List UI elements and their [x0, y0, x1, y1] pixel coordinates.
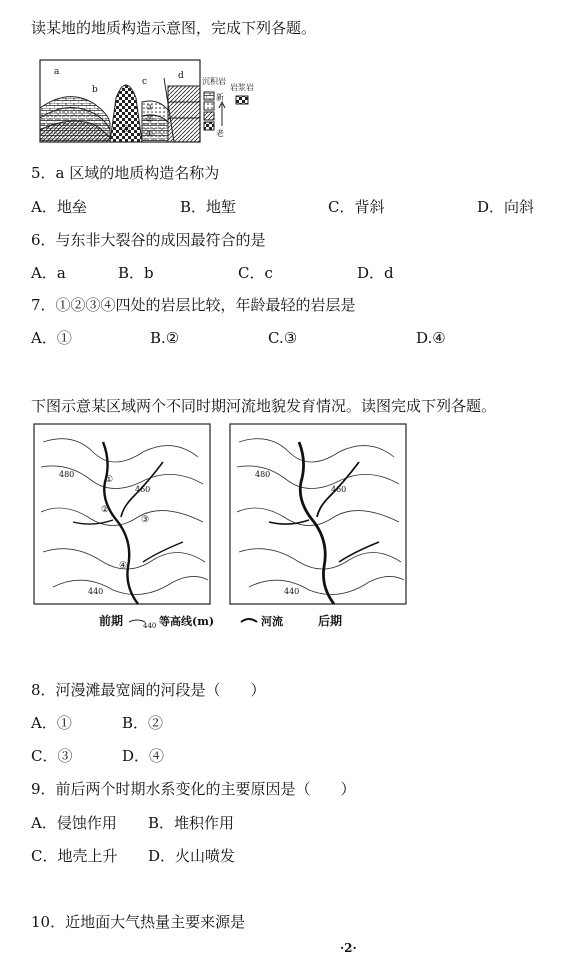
contour-label-480: 480 — [59, 470, 75, 479]
layer-label-3: ③ — [146, 103, 154, 112]
section2-intro: 下图示意某区域两个不同时期河流地貌发育情况。读图完成下列各题。 — [31, 397, 497, 415]
q7-option-a[interactable]: A．① — [31, 329, 72, 347]
q8-option-a[interactable]: A．① — [31, 714, 72, 732]
q6-option-a[interactable]: A．a — [31, 264, 66, 282]
segment-label-4: ④ — [119, 561, 128, 571]
map-early — [34, 424, 210, 604]
region-label-a: a — [54, 67, 60, 77]
contour-label-460: 460 — [135, 485, 151, 494]
q7-option-b[interactable]: B.② — [150, 329, 180, 347]
segment-label-1: ① — [105, 475, 114, 485]
legend-magmatic: 岩浆岩 — [230, 83, 254, 92]
legend-sedimentary: 沉积岩 — [202, 77, 226, 86]
question-9-stem: 9．前后两个时期水系变化的主要原因是（ ） — [31, 780, 356, 798]
map-late — [230, 424, 406, 604]
layer-label-4: ④ — [122, 125, 131, 135]
question-8-stem: 8．河漫滩最宽阔的河段是（ ） — [31, 681, 266, 699]
question-6-stem: 6．与东非大裂谷的成因最符合的是 — [31, 231, 266, 249]
q9-option-b[interactable]: B．堆积作用 — [148, 814, 235, 832]
legend-contour-value: 440 — [143, 622, 157, 630]
q6-option-d[interactable]: D．d — [357, 264, 394, 282]
page-number: ·2· — [340, 941, 357, 955]
q8-option-b[interactable]: B．② — [122, 714, 164, 732]
question-5-stem: 5．a 区域的地质构造名称为 — [31, 164, 220, 182]
legend-new: 新 — [216, 93, 224, 102]
region-label-b: b — [92, 85, 98, 95]
q7-option-d[interactable]: D.④ — [416, 329, 446, 347]
caption-early: 前期 — [99, 614, 124, 628]
region-label-c: c — [142, 77, 148, 87]
contour-label-440-late: 440 — [284, 587, 300, 596]
legend-river-label: 河流 — [261, 615, 283, 628]
question-10-stem: 10．近地面大气热量主要来源是 — [31, 913, 246, 931]
q6-option-c[interactable]: C．c — [238, 264, 273, 282]
river-landform-figure — [33, 422, 413, 637]
q5-option-c[interactable]: C．背斜 — [328, 198, 385, 216]
contour-label-480-late: 480 — [255, 470, 271, 479]
q6-option-b[interactable]: B．b — [118, 264, 154, 282]
section1-intro: 读某地的地质构造示意图，完成下列各题。 — [31, 19, 317, 37]
question-7-stem: 7．①②③④四处的岩层比较，年龄最轻的岩层是 — [31, 296, 356, 314]
q9-option-d[interactable]: D．火山喷发 — [148, 847, 236, 865]
q9-option-a[interactable]: A．侵蚀作用 — [31, 814, 117, 832]
geologic-structure-figure — [38, 58, 268, 148]
segment-label-3: ③ — [141, 515, 150, 525]
region-label-d: d — [178, 71, 184, 81]
q5-option-d[interactable]: D．向斜 — [477, 198, 535, 216]
q5-option-b[interactable]: B．地堑 — [180, 198, 237, 216]
legend-contour-label: 等高线(m) — [159, 615, 215, 628]
q8-option-c[interactable]: C．③ — [31, 747, 73, 765]
segment-label-2: ② — [101, 505, 110, 515]
caption-late: 后期 — [318, 614, 343, 628]
q8-option-d[interactable]: D．④ — [122, 747, 165, 765]
contour-label-460-late: 460 — [331, 485, 347, 494]
q9-option-c[interactable]: C．地壳上升 — [31, 847, 118, 865]
q5-option-a[interactable]: A．地垒 — [31, 198, 87, 216]
layer-label-2: ② — [146, 115, 154, 124]
legend-old: 老 — [216, 129, 224, 138]
q7-option-c[interactable]: C.③ — [268, 329, 298, 347]
contour-label-440: 440 — [88, 587, 104, 596]
layer-label-1: ① — [146, 129, 154, 138]
